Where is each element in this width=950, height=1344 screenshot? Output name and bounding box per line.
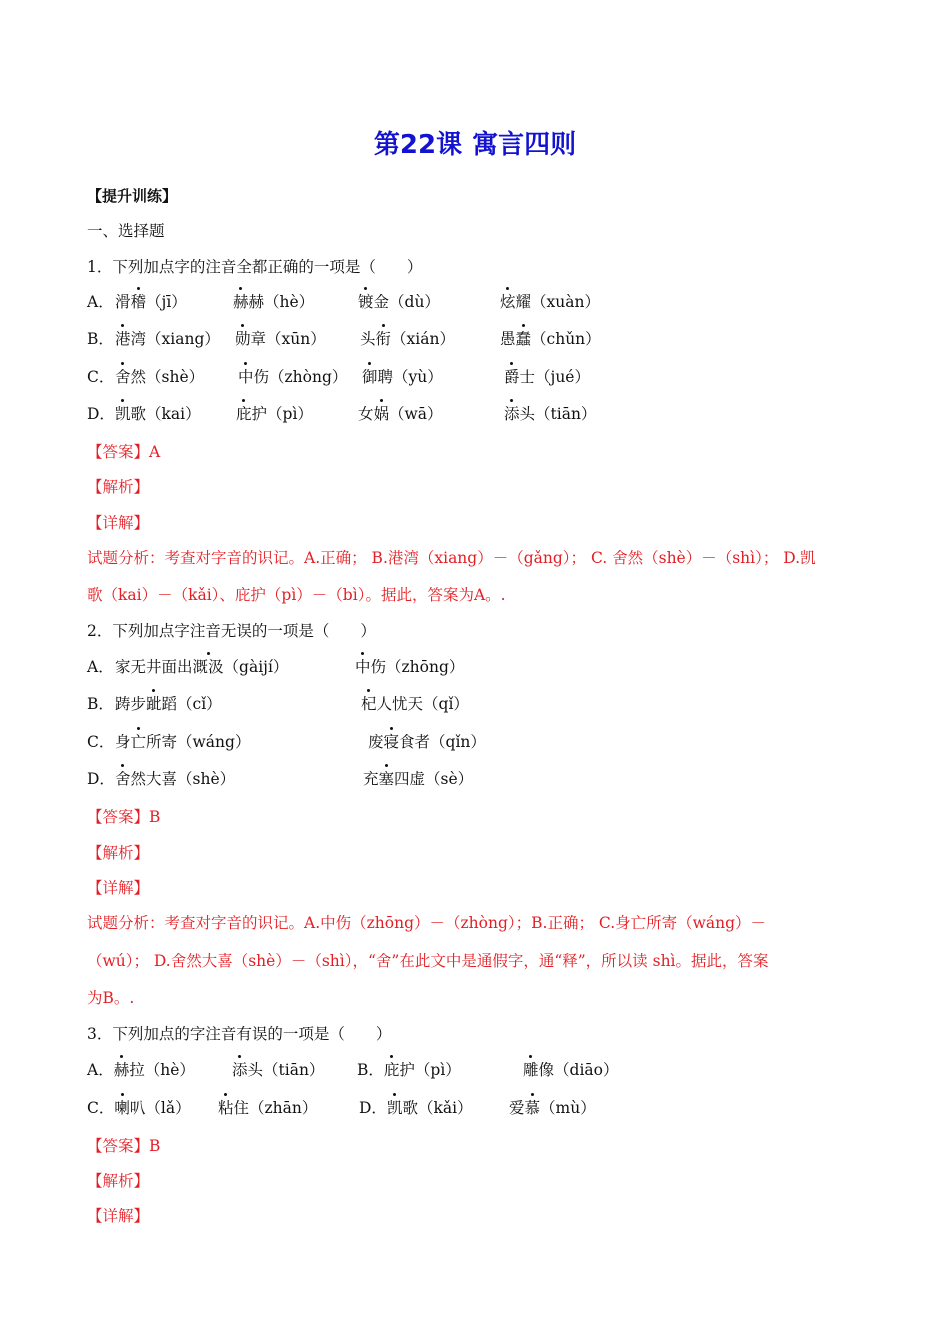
option-item: 凯歌（kai） [115,405,201,423]
option-item: 滑稽（jī） [115,293,187,311]
option-item: 女娲（wā） [358,405,443,423]
option-item: 舍然（shè） [115,368,205,386]
option-label: D． [87,770,115,788]
question-1-analysis-label: 【解析】 [87,478,150,496]
option-label: D． [87,405,115,423]
question-3-answer: 【答案】B [87,1137,161,1155]
option-item: 废寝食者（qǐn） [368,733,486,751]
question-1-detail-label: 【详解】 [87,514,150,532]
question-2-analysis-label: 【解析】 [87,844,150,862]
page-title [0,124,950,161]
answer-value: B [149,808,161,826]
question-1-stem: 1．下列加点字的注音全都正确的一项是（ ） [87,258,423,276]
option-item: 炫耀（xuàn） [500,293,600,311]
question-2-stem: 2．下列加点字注音无误的一项是（ ） [87,622,376,640]
option-item: 添头（tiān） [232,1061,325,1079]
option-label: B． [87,330,114,348]
option-item: 舍然大喜（shè） [115,770,236,788]
option-item: 雕像（diāo） [523,1061,619,1079]
option-item: 中伤（zhòng） [238,368,348,386]
option-item: 庇护（pì） [236,405,313,423]
option-item: 镀金（dù） [358,293,440,311]
section-heading: 【提升训练】 [87,187,178,205]
question-1-detail-line: 试题分析：考查对字音的识记。A.正确； B.港湾（xiang）－（gǎng）； C. 舍然（shè）－（shì）； D.凯 [87,549,816,567]
question-1-detail-line: 歌（kai）－（kǎi）、庇护（pì）－（bì）。据此，答案为A。. [87,586,506,604]
option-item: 头衔（xián） [360,330,455,348]
option-item: 充塞四虚（sè） [363,770,474,788]
option-item: 粘住（zhān） [218,1099,318,1117]
option-item: 港湾（xiang） [115,330,220,348]
question-1-answer: 【答案】A [87,443,161,461]
option-item: 勋章（xūn） [235,330,326,348]
option-item: 身亡所寄（wáng） [115,733,251,751]
option-item: B．庇护（pì） [357,1061,461,1079]
question-3-stem: 3．下列加点的字注音有误的一项是（ ） [87,1025,392,1043]
option-item: 愚蠢（chǔn） [500,330,601,348]
option-item: A．赫拉（hè） [87,1061,195,1079]
question-2-detail-line: （wú）； D.舍然大喜（shè）－（shì），“舍”在此文中是通假字，通“释”，所以读 shì。据此，答案 [87,952,769,970]
question-3-detail-label: 【详解】 [87,1207,150,1225]
option-item: 添头（tiān） [504,405,597,423]
option-label: A． [87,658,114,676]
option-item: 爱慕（mù） [509,1099,596,1117]
option-item: D．凯歌（kǎi） [359,1099,473,1117]
option-item: 赫赫（hè） [233,293,315,311]
option-label: A． [87,293,114,311]
question-2-detail-line: 为B。. [87,989,135,1007]
answer-value: B [149,1137,161,1155]
option-item: 家无井面出溉汲（gàijí） [115,658,289,676]
question-2-answer: 【答案】B [87,808,161,826]
option-item: C．喇叭（lǎ） [87,1099,191,1117]
option-item: 中伤（zhōng） [355,658,465,676]
title-lesson: 第22课 [373,130,463,160]
option-label: B． [87,695,114,713]
option-item: 爵士（jué） [504,368,590,386]
option-item: 踌步跐蹈（cǐ） [115,695,222,713]
option-item: 杞人忧天（qǐ） [361,695,469,713]
question-2-detail-line: 试题分析：考查对字音的识记。A.中伤（zhōng）－（zhòng）；B.正确； C.身亡所寄（wáng）－ [87,914,767,932]
option-label: C． [87,733,115,751]
question-2-detail-label: 【详解】 [87,879,150,897]
option-item: 御聘（yù） [362,368,443,386]
title-name: 寓言四则 [472,130,577,160]
part-heading: 一、选择题 [87,222,165,240]
question-3-analysis-label: 【解析】 [87,1172,150,1190]
answer-value: A [149,443,161,461]
option-label: C． [87,368,115,386]
